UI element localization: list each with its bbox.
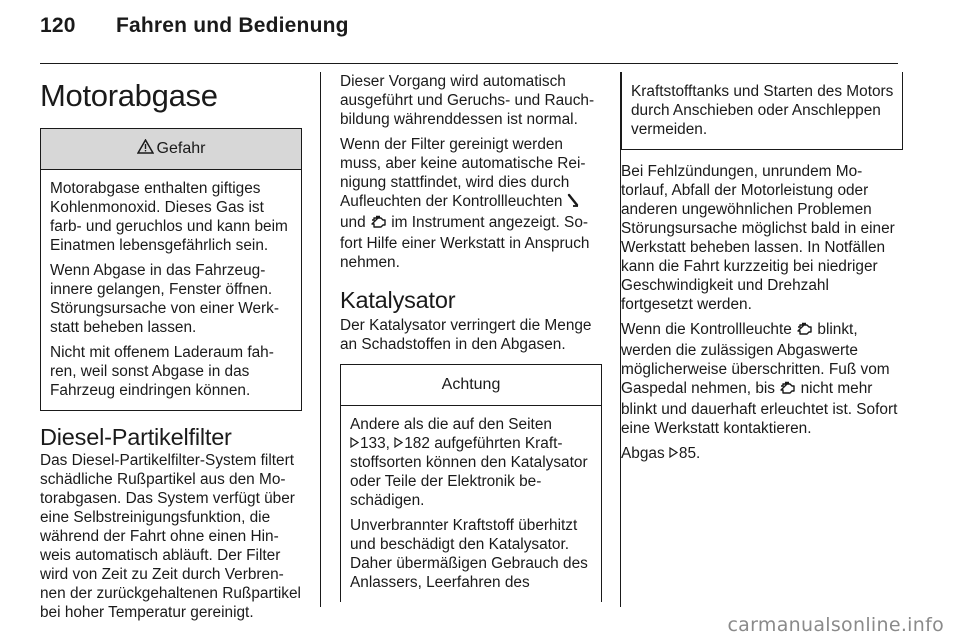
text-fragment: Wenn der Filter gereinigt werden muss, aber keine automatische Reinigung stattfindet, wird dies durch Aufleuchten der Kontrollleuchten [340, 136, 586, 210]
body-paragraph: Das Diesel-Partikelfilter-System filtert schädliche Rußpartikel aus den Motorabgasen. Das System verfügt über eine Selbstreinigungsfunktion, die während der Fahrt ohne einen Hinweis automatisch abläuft. Der Filter wird von Zeit zu Zeit durch Verbrennen der zurückgehaltenen Rußpartikel bei hoher Temperatur gereinigt. [40, 452, 301, 621]
text-fragment: blinkt, werden die zulässigen Abgaswerte möglicherweise überschritten. Fuß vom Gaspedal nehmen, bis [621, 321, 890, 397]
text-fragment: Andere als die auf den Seiten [350, 416, 552, 433]
page-ref-arrow-icon [394, 434, 403, 453]
danger-label: Gefahr [156, 140, 206, 157]
danger-box-body [41, 170, 301, 410]
page-header [40, 14, 349, 38]
danger-box-header [41, 129, 301, 170]
danger-paragraph: Nicht mit offenem Laderaum fahren, weil sonst Abgase in das Fahrzeug eindringen können. [50, 344, 274, 399]
caution-box-header [341, 365, 601, 406]
text-fragment: nicht mehr blinkt und dauerhaft erleuchtet ist. Sofort eine Werkstatt kontaktieren. [621, 380, 898, 437]
body-paragraph: Dieser Vorgang wird automatisch ausgeführt und Geruchs- und Rauchbildung währenddessen ist normal. [340, 73, 595, 128]
caution-paragraph: Kraftstofftanks und Starten des Motors durch Anschieben oder Anschleppen vermeiden. [631, 83, 894, 138]
body-paragraph: Bei Fehlzündungen, unrundem Motorlauf, Abfall der Motorleistung oder anderen ungewöhnlichen Problemen Störungsursache möglichst bald in einer Werkstatt beheben lassen. In Notfällen kann die Fahrt kurzzeitig bei niedriger Geschwindigkeit und Drehzahl fortgesetzt werden. [621, 163, 895, 313]
danger-paragraph: Motorabgase enthalten giftiges Kohlenmonoxid. Dieses Gas ist farb- und geruchlos und kann beim Einatmen lebensgefährlich sein. [50, 180, 288, 254]
section-title-diesel-partikelfilter: Diesel-Partikelfilter [40, 424, 232, 450]
text-fragment: Abgas [621, 445, 665, 462]
section-title-motorabgase: Motorabgase [40, 78, 218, 113]
page-ref-link[interactable]: 85. [678, 445, 701, 462]
text-fragment: im Instrument angezeigt. Sofort Hilfe einer Werkstatt in Anspruch nehmen. [340, 214, 590, 271]
header-rule [40, 63, 898, 64]
caution-box-continued [621, 72, 903, 150]
page-ref-link[interactable]: 133, [360, 435, 390, 452]
page-ref-link[interactable]: 182 aufgeführten Kraftstoffsorten können den Katalysator oder Teile der Elektronik beschädigen. [350, 435, 588, 509]
caution-paragraph [350, 415, 593, 510]
section-title-katalysator: Katalysator [340, 287, 456, 313]
caution-box-continued-body [622, 72, 902, 149]
engine-lamp-icon [779, 381, 796, 400]
page-ref-arrow-icon [669, 444, 678, 463]
column-divider [320, 72, 321, 607]
caution-paragraph: Unverbrannter Kraftstoff überhitzt und beschädigt den Katalysator. Daher übermäßigen Gebrauch des Anlassers, Leerfahren des [350, 517, 588, 591]
body-paragraph [621, 320, 903, 438]
body-paragraph: Der Katalysator verringert die Menge an Schadstoffen in den Abgasen. [340, 317, 592, 353]
caution-label: Achtung [441, 376, 501, 393]
engine-lamp-icon [370, 215, 387, 234]
caution-box [340, 364, 602, 602]
caution-box-body [341, 406, 601, 602]
page-ref-arrow-icon [350, 434, 359, 453]
engine-lamp-icon [796, 322, 813, 341]
particle-filter-lamp-icon [567, 193, 579, 213]
warning-triangle-icon [137, 139, 154, 159]
column-3 [621, 72, 903, 469]
text-fragment: und [340, 214, 366, 231]
column-1 [40, 72, 302, 628]
page-number: 120 [40, 14, 76, 37]
watermark: carmanualsonline.info [727, 614, 944, 636]
danger-paragraph: Wenn Abgase in das Fahrzeuginnere gelangen, Fenster öffnen. Störungsursache von einer Werkstatt beheben lassen. [50, 262, 279, 336]
body-paragraph [340, 135, 602, 272]
text-fragment: Wenn die Kontrollleuchte [621, 321, 792, 338]
danger-box [40, 128, 302, 411]
column-2 [340, 72, 602, 602]
body-paragraph [621, 444, 903, 463]
chapter-title: Fahren und Bedienung [116, 14, 349, 37]
